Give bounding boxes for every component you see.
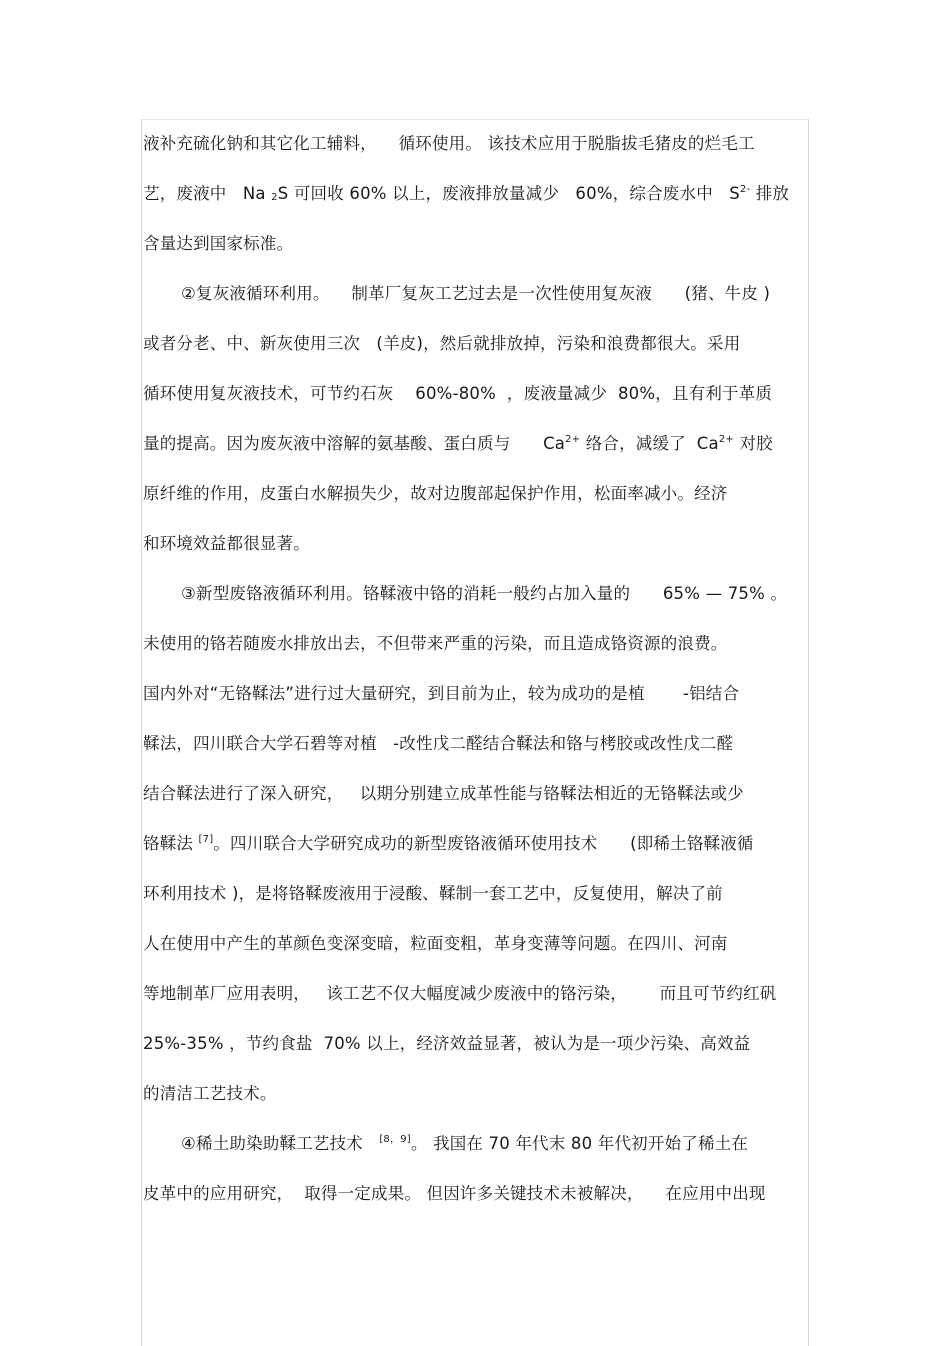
text-run: ④稀土助染助鞣工艺技术: [181, 1134, 380, 1153]
text-line: [143, 1084, 277, 1104]
text-run: 含量达到国家标准。: [143, 234, 294, 253]
text-run: 结合鞣法进行了深入研究， 以期分别建立成革性能与铬鞣法相近的无铬鞣法或少: [143, 784, 744, 803]
text-run: 或者分老、中、新灰使用三次 (羊皮)，然后就排放掉，污染和浪费都很大。采用: [143, 334, 741, 353]
subscript: 2: [271, 192, 278, 203]
text-line: [181, 284, 770, 304]
text-line: [143, 534, 310, 554]
text-line: [143, 984, 777, 1004]
text-run: 鞣法，四川联合大学石碧等对植 -改性戊二醛结合鞣法和铬与栲胶或改性戊二醛: [143, 734, 734, 753]
text-run: 。 我国在 70 年代末 80 年代初开始了稀土在: [410, 1134, 749, 1153]
text-run: 人在使用中产生的革颜色变深变暗，粒面变粗，革身变薄等问题。在四川、河南: [143, 934, 728, 953]
text-run: 铬鞣法: [143, 834, 199, 853]
text-line: [143, 834, 754, 854]
text-line: [143, 134, 755, 154]
superscript: 2+: [718, 434, 734, 445]
text-run: 环利用技术 )，是将铬鞣废液用于浸酸、鞣制一套工艺中，反复使用，解决了前: [143, 884, 723, 903]
text-line: [143, 234, 293, 254]
text-line: [143, 934, 728, 954]
text-run: 络合，减缓了 Ca: [580, 434, 719, 453]
text-run: 艺，废液中 Na: [143, 184, 272, 203]
text-run: 原纤维的作用，皮蛋白水解损失少，故对边腹部起保护作用，松面率减小。经济: [143, 484, 728, 503]
superscript: [8，9]: [379, 1134, 411, 1145]
text-run: S 可回收 60% 以上，废液排放量减少 60%，综合废水中 S: [277, 184, 740, 203]
text-run: 皮革中的应用研究， 取得一定成果。 但因许多关键技术未被解决， 在应用中出现: [143, 1184, 766, 1203]
text-run: 循环使用复灰液技术，可节约石灰 60%-80% ，废液量减少 80%，且有利于革质: [143, 384, 773, 403]
text-line: [143, 1184, 766, 1204]
text-line: [181, 1134, 748, 1154]
text-line: [181, 584, 787, 604]
text-line: [143, 734, 733, 754]
superscript: 2-: [739, 184, 751, 195]
text-line: [143, 184, 789, 204]
text-run: 等地制革厂应用表明， 该工艺不仅大幅度减少废液中的铬污染， 而且可节约红矾: [143, 984, 777, 1003]
text-run: 未使用的铬若随废水排放出去，不但带来严重的污染，而且造成铬资源的浪费。: [143, 634, 728, 653]
text-line: [143, 384, 772, 404]
text-run: 和环境效益都很显著。: [143, 534, 310, 553]
text-run: 对胶: [734, 434, 773, 453]
text-run: 量的提高。因为废灰液中溶解的氨基酸、蛋白质与 Ca: [143, 434, 566, 453]
text-run: 排放: [750, 184, 790, 203]
text-line: [143, 334, 740, 354]
text-line: [143, 634, 728, 654]
text-run: 的清洁工艺技术。: [143, 1084, 277, 1103]
text-line: [143, 784, 744, 804]
text-line: [143, 684, 739, 704]
text-line: [143, 434, 773, 454]
text-line: [143, 484, 728, 504]
text-run: 国内外对“无铬鞣法”进行过大量研究，到目前为止，较为成功的是植 -铝结合: [143, 684, 740, 703]
text-line: [143, 884, 723, 904]
text-run: 液补充硫化钠和其它化工辅料， 循环使用。 该技术应用于脱脂拔毛猪皮的烂毛工: [143, 134, 755, 153]
superscript: [7]: [198, 834, 214, 845]
text-run: 。四川联合大学研究成功的新型废铬液循环使用技术 (即稀土铬鞣液循: [213, 834, 754, 853]
text-run: ③新型废铬液循环利用。铬鞣液中铬的消耗一般约占加入量的 65% — 75% 。: [181, 584, 788, 603]
superscript: 2+: [565, 434, 581, 445]
text-line: [143, 1034, 750, 1054]
text-run: ②复灰液循环利用。 制革厂复灰工艺过去是一次性使用复灰液 (猪、牛皮 ): [181, 284, 771, 303]
text-run: 25%-35% ，节约食盐 70% 以上，经济效益显著，被认为是一项少污染、高效益: [143, 1034, 751, 1053]
